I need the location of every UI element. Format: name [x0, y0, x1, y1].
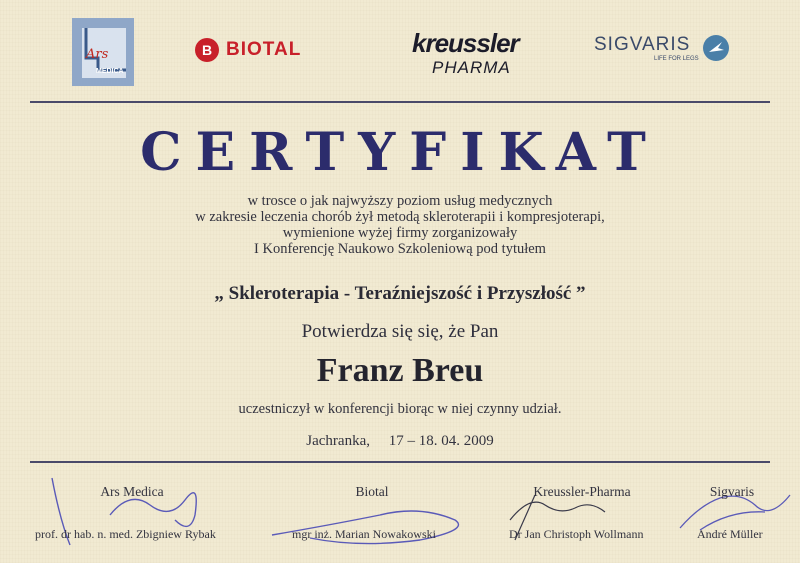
top-divider — [30, 101, 770, 103]
svg-text:Ars: Ars — [86, 47, 109, 62]
sigvaris-logo-icon — [702, 34, 730, 62]
signature-name: André Müller — [697, 527, 763, 541]
participation-text: uczestniczył w konferencji biorąc w niej czynny udział. — [238, 401, 562, 417]
conference-title: „ Skleroterapia - Teraźniejszość i Przyszłość ” — [214, 283, 586, 304]
bottom-divider — [30, 461, 770, 463]
intro-line: I Konferencję Naukowo Szkoleniową pod tytułem — [254, 241, 546, 257]
signature-name: prof. dr hab. n. med. Zbigniew Rybak — [35, 527, 216, 541]
ars-medica-logo-label: MEDICA — [96, 68, 124, 75]
recipient-name: Franz Breu — [316, 352, 484, 389]
confirm-text: Potwierdza się się, że Pan — [301, 321, 499, 342]
intro-line: wymienione wyżej firmy zorganizowały — [282, 225, 518, 241]
signature-name: mgr inż. Marian Nowakowski — [292, 527, 436, 541]
signature-name: Dr Jan Christoph Wollmann — [509, 527, 644, 541]
intro-line: w zakresie leczenia chorób żył metodą skleroterapii i kompresjoterapi, — [195, 209, 605, 225]
sigvaris-logo — [594, 34, 734, 70]
certificate-intro — [0, 193, 800, 257]
kreussler-logo — [412, 28, 538, 84]
signature-org: Ars Medica — [100, 484, 164, 499]
intro-line: w trosce o jak najwyższy poziom usług medycznych — [247, 193, 553, 209]
biotal-logo — [194, 37, 344, 63]
svg-text:B: B — [201, 42, 213, 58]
kreussler-logo-text: kreussler — [412, 28, 519, 58]
ars-medica-logo — [72, 18, 134, 86]
kreussler-pharma-text: PHARMA — [432, 58, 511, 77]
signature-org: Sigvaris — [709, 484, 755, 499]
sigvaris-logo-text: SIGVARIS — [594, 34, 691, 55]
signature-org: Kreussler-Pharma — [533, 484, 631, 499]
signature-sigvaris — [680, 495, 790, 530]
ars-medica-logo-graphic — [72, 18, 134, 86]
biotal-logo-text: BIOTAL — [226, 39, 302, 60]
biotal-logo-icon — [194, 37, 220, 63]
signature-org: Biotal — [355, 484, 389, 499]
place-date: Jachranka, 17 – 18. 04. 2009 — [306, 433, 494, 449]
sigvaris-tagline: LIFE FOR LEGS — [654, 56, 699, 62]
certificate-title: CERTYFIKAT — [140, 122, 660, 183]
